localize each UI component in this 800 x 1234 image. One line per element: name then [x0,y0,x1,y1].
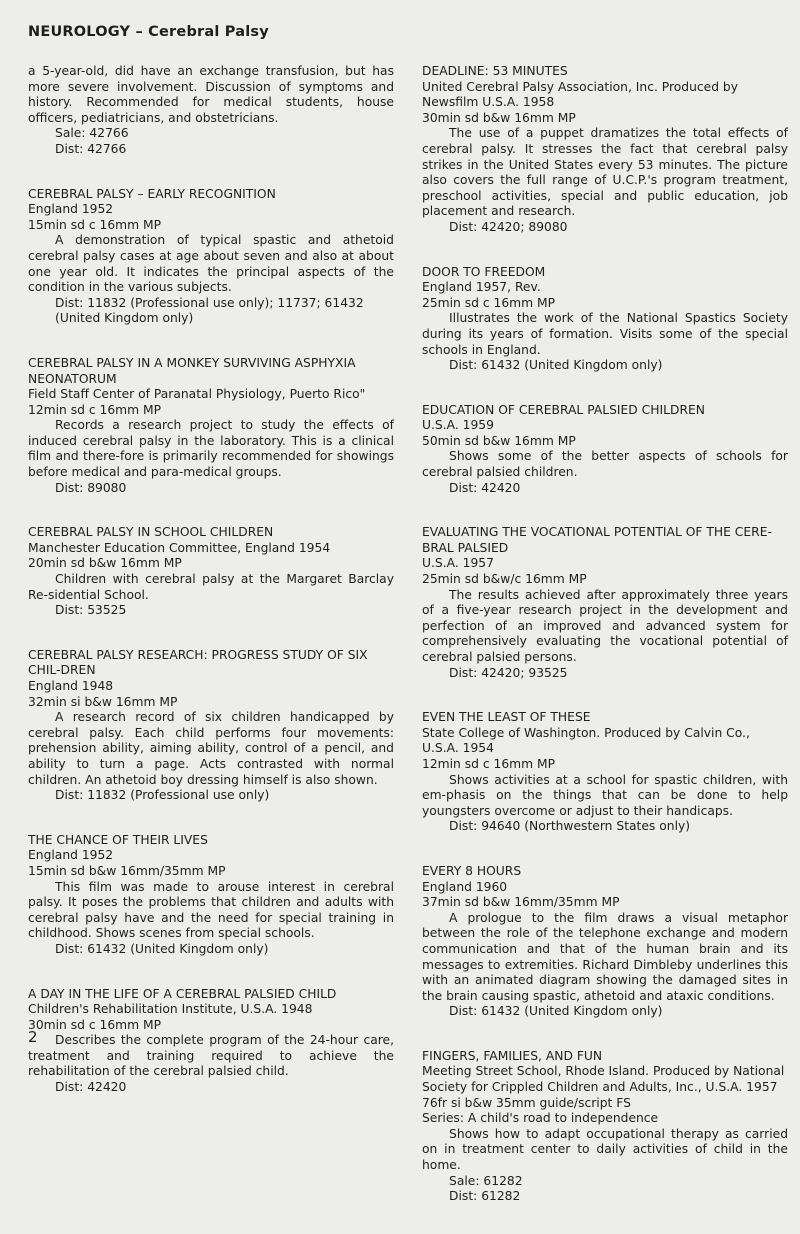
film-description: The use of a puppet dramatizes the total effects of cerebral palsy. It stresses the fact that cerebral palsy strikes in the United States every 53 minutes. The picture also covers the full range of U.C.P.'s program treatment, preschool activities, special and public education, job placement and research. [422,126,788,219]
intro-text: a 5-year-old, did have an exchange transfusion, but has more severe involvement. Discussion of symptoms and history. Recommended for medical students, house officers, pediatricians, and obstetricians. [28,64,394,125]
film-source: Children's Rehabilitation Institute, U.S.A. 1948 [28,1002,313,1017]
film-title: CEREBRAL PALSY IN A MONKEY SURVIVING ASPHYXIA NEONATORUM [28,355,356,386]
film-entry [422,1049,788,1205]
intro-sale: Sale: 42766 [55,126,129,141]
entry-continued-intro [28,64,394,158]
film-source: U.S.A. 1959 [422,418,494,433]
film-distributor: Dist: 42420; 93525 [449,665,568,680]
film-title: DOOR TO FREEDOM [422,264,546,279]
film-format: 12min sd c 16mm MP [28,402,162,417]
film-description: This film was made to arouse interest in cerebral palsy. It poses the problems that children and adults with cerebral palsy have and the need for special training in childhood. Shows scenes from special schools. [28,879,394,941]
film-source: England 1952 [28,848,114,863]
film-source: Manchester Education Committee, England 1954 [28,540,331,555]
film-entry [422,710,788,835]
intro-dist: Dist: 42766 [55,141,127,156]
film-distributor: Dist: 94640 (Northwestern States only) [449,819,691,834]
film-description: Children with cerebral palsy at the Margaret Barclay Re-sidential School. [28,572,394,602]
film-format: 30min sd b&w 16mm MP [422,110,576,125]
film-source: Field Staff Center of Paranatal Physiology, Puerto Rico" [28,387,366,402]
film-format: 32min si b&w 16mm MP [28,694,178,709]
film-description: Describes the complete program of the 24-hour care, treatment and training required to achieve the rehabilitation of the cerebral palsied child. [28,1033,394,1079]
film-format: 25min sd c 16mm MP [422,295,556,310]
film-source: England 1957, Rev. [422,280,541,295]
film-entry [28,833,394,958]
film-title: CEREBRAL PALSY – EARLY RECOGNITION [28,186,276,201]
film-source: State College of Washington. Produced by Calvin Co., U.S.A. 1954 [422,725,750,756]
film-format: 12min sd c 16mm MP [422,756,556,771]
film-description: Illustrates the work of the National Spastics Society during its years of formation. Visits some of the special schools in England. [422,311,788,357]
left-column [28,64,394,1125]
film-entry [28,648,394,804]
film-format: 30min sd c 16mm MP [28,1017,162,1032]
film-source: England 1952 [28,202,114,217]
film-format: 20min sd b&w 16mm MP [28,556,182,571]
film-title: DEADLINE: 53 MINUTES [422,64,568,78]
film-format: 50min sd b&w 16mm MP [422,433,576,448]
film-title: A DAY IN THE LIFE OF A CEREBRAL PALSIED CHILD [28,986,337,1001]
film-distributor: Dist: 11832 (Professional use only); 11737; 61432 (United Kingdom only) [55,295,364,326]
film-format: 15min sd c 16mm MP [28,217,162,232]
film-format: 25min sd b&w/c 16mm MP [422,572,587,587]
page-header: NEUROLOGY – Cerebral Palsy [28,24,269,40]
film-entry [422,265,788,374]
film-description: Records a research project to study the effects of induced cerebral palsy in the laboratory. This is a clinical film and there-fore is primarily recommended for showings before medical and para-medical groups. [28,418,394,480]
film-format: 37min sd b&w 16mm/35mm MP [422,895,620,910]
film-distributor: Dist: 61432 (United Kingdom only) [55,941,269,956]
film-distributor: Dist: 42420; 89080 [449,219,568,234]
film-entry [422,525,788,681]
film-entry [422,864,788,1020]
film-distributor: Dist: 89080 [55,480,127,495]
film-distributor: Dist: 42420 [449,480,521,495]
film-title: THE CHANCE OF THEIR LIVES [28,832,208,847]
film-source: England 1948 [28,679,114,693]
film-description: A prologue to the film draws a visual metaphor between the role of the telephone exchange and modern communication and that of the human brain and its messages to extremities. Richard Dimbleby underlines this with an animated diagram showing the damaged sites in the brain causing spastic, athetoid and ataxic conditions. [422,910,788,1003]
film-description: Shows activities at a school for spastic children, with em-phasis on the things that can be done to help youngsters overcome or adjust to their handicaps. [422,772,788,818]
film-distributor: Dist: 61282 [449,1189,521,1204]
film-source: England 1960 [422,879,508,894]
film-source: U.S.A. 1957 [422,556,494,571]
film-source: United Cerebral Palsy Association, Inc. Produced by Newsfilm U.S.A. 1958 [422,79,739,110]
film-title: EVEN THE LEAST OF THESE [422,710,591,725]
film-title: CEREBRAL PALSY IN SCHOOL CHILDREN [28,525,274,540]
film-entry [28,525,394,619]
film-title: CEREBRAL PALSY RESEARCH: PROGRESS STUDY OF SIX CHIL-DREN [28,647,368,678]
film-description: The results achieved after approximately three years of a five-year research project in the development and perfection of an improved and advanced system for comprehensively evaluating the vocational potential of cerebral palsied persons. [422,587,788,664]
film-format: 76fr si b&w 35mm guide/script FS [422,1095,631,1110]
film-title: EVALUATING THE VOCATIONAL POTENTIAL OF THE CERE-BRAL PALSIED [422,525,772,555]
film-entry [28,356,394,496]
film-entry [28,187,394,327]
film-series: Series: A child's road to independence [422,1111,659,1126]
film-distributor: Dist: 61432 (United Kingdom only) [449,358,663,373]
film-distributor: Dist: 11832 (Professional use only) [55,788,270,803]
film-sale: Sale: 61282 [449,1173,523,1188]
film-entry [422,403,788,497]
page-number: 2 [28,1028,38,1046]
film-description: A demonstration of typical spastic and athetoid cerebral palsy cases at age about seven and also at about one year old. It indicates the principal aspects of the condition in the various subjects. [28,233,394,295]
right-column [422,64,788,1234]
film-title: FINGERS, FAMILIES, AND FUN [422,1048,603,1063]
film-title: EDUCATION OF CEREBRAL PALSIED CHILDREN [422,402,705,417]
film-format: 15min sd b&w 16mm/35mm MP [28,863,226,878]
film-description: A research record of six children handicapped by cerebral palsy. Each child performs four movements: prehension ability, aiming ability, control of a pencil, and ability to turn a page. Acts contrasted with normal children. An athetoid boy dressing himself is also shown. [28,710,394,787]
film-distributor: Dist: 42420 [55,1080,127,1095]
film-source: Meeting Street School, Rhode Island. Produced by National Society for Crippled Children and Adults, Inc., U.S.A. 1957 [422,1064,785,1095]
film-description: Shows how to adapt occupational therapy as carried on in treatment center to daily activities of child in the home. [422,1126,788,1173]
film-entry [422,64,788,236]
film-entry [28,987,394,1096]
film-description: Shows some of the better aspects of schools for cerebral palsied children. [422,449,788,480]
film-distributor: Dist: 61432 (United Kingdom only) [449,1004,663,1019]
film-title: EVERY 8 HOURS [422,863,522,878]
film-distributor: Dist: 53525 [55,603,127,618]
